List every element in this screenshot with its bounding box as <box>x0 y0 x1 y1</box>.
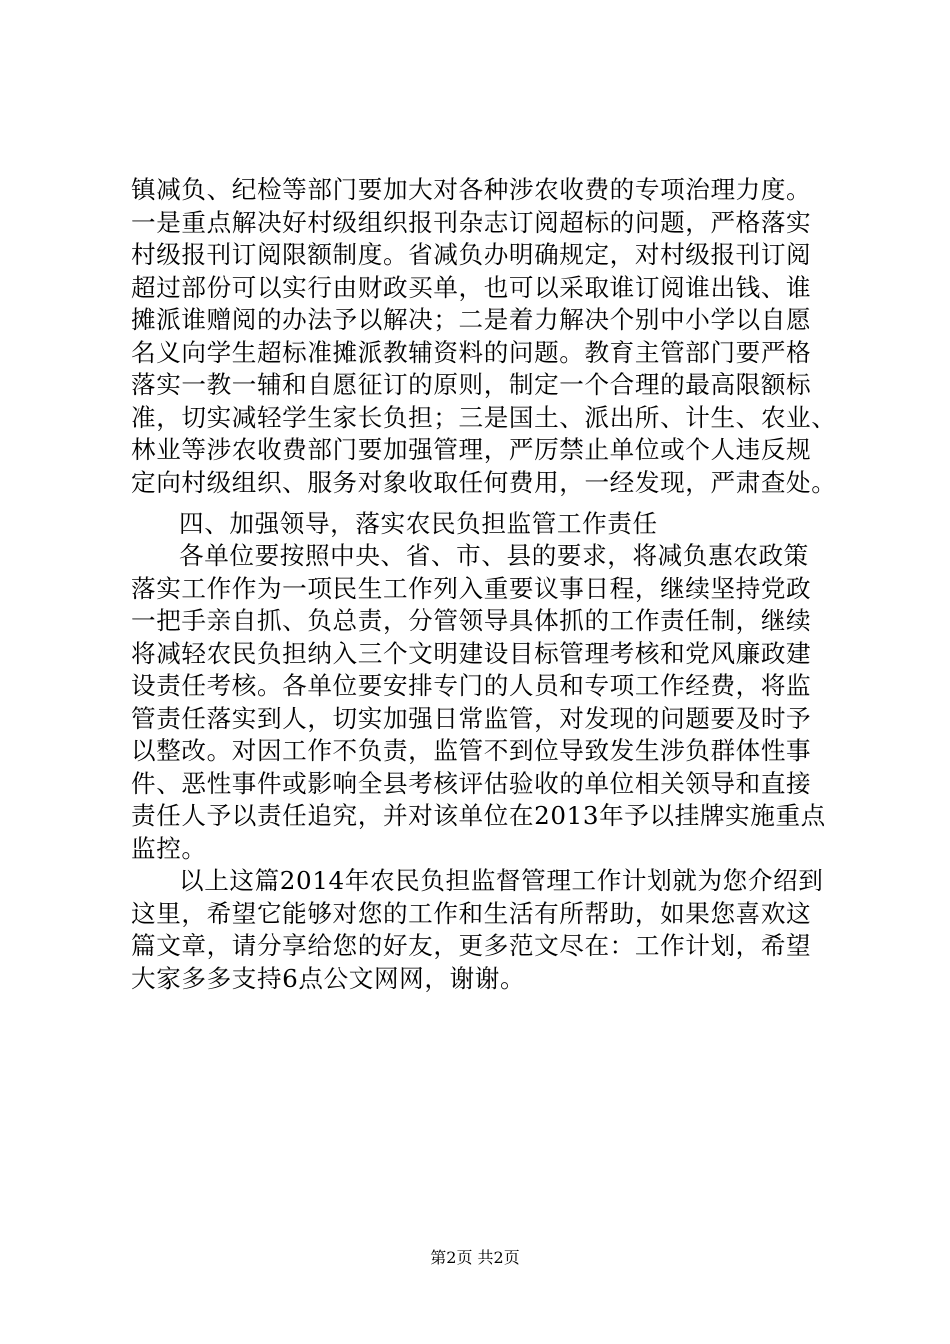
text-line: 件、恶性事件或影响全县考核评估验收的单位相关领导和直接 <box>131 768 812 798</box>
text-line: 设责任考核。各单位要安排专门的人员和专项工作经费，将监 <box>131 671 812 700</box>
text-line: 各单位要按照中央、省、市、县的要求，将减负惠农政策 <box>179 541 809 570</box>
text-line: 落实工作作为一项民生工作列入重要议事日程，继续坚持党政 <box>131 573 812 603</box>
section-heading-four <box>131 508 831 541</box>
text-line: 林业等涉农收费部门要加强管理，严厉禁止单位或个人违反规 <box>131 435 812 464</box>
text-line: 落实一教一辅和自愿征订的原则，制定一个合理的最高限额标 <box>131 370 812 399</box>
text-line: 定向村级组织、服务对象收取任何费用，一经发现，严肃查处。 <box>131 467 837 497</box>
text-line: 监控。 <box>131 833 207 863</box>
text-line: 大家多多支持6点公文网网，谢谢。 <box>131 963 526 993</box>
text-line: 超过部份可以实行由财政买单，也可以采取谁订阅谁出钱、谁 <box>131 272 812 302</box>
page-footer: 第2页 共2页 <box>430 1248 520 1267</box>
paragraph-leadership <box>131 540 831 865</box>
text-line: 篇文章，请分享给您的好友，更多范文尽在：工作计划，希望 <box>131 931 812 960</box>
text-line: 将减轻农民负担纳入三个文明建设目标管理考核和党风廉政建 <box>131 638 812 668</box>
paragraph-closing <box>131 865 831 995</box>
text-line: 摊派谁赠阅的办法予以解决；二是着力解决个别中小学以自愿 <box>131 305 812 334</box>
text-line: 一把手亲自抓、负总责，分管领导具体抓的工作责任制，继续 <box>131 606 812 635</box>
text-line: 镇减负、纪检等部门要加大对各种涉农收费的专项治理力度。 <box>131 175 812 204</box>
text-line: 责任人予以责任追究，并对该单位在2013年予以挂牌实施重点 <box>131 801 826 830</box>
section-heading: 四、加强领导，落实农民负担监管工作责任 <box>179 509 658 538</box>
text-line: 以整改。对因工作不负责，监管不到位导致发生涉负群体性事 <box>131 736 812 765</box>
text-line: 以上这篇2014年农民负担监督管理工作计划就为您介绍到 <box>179 866 824 895</box>
text-line: 村级报刊订阅限额制度。省减负办明确规定，对村级报刊订阅 <box>131 240 812 269</box>
text-line: 管责任落实到人，切实加强日常监管，对发现的问题要及时予 <box>131 703 812 733</box>
text-line: 名义向学生超标准摊派教辅资料的问题。教育主管部门要严格 <box>131 337 812 367</box>
text-line: 一是重点解决好村级组织报刊杂志订阅超标的问题，严格落实 <box>131 207 812 237</box>
text-line: 这里，希望它能够对您的工作和生活有所帮助，如果您喜欢这 <box>131 898 812 928</box>
text-line: 准，切实减轻学生家长负担；三是国土、派出所、计生、农业、 <box>131 402 837 432</box>
paragraph-fee-governance <box>131 174 837 499</box>
